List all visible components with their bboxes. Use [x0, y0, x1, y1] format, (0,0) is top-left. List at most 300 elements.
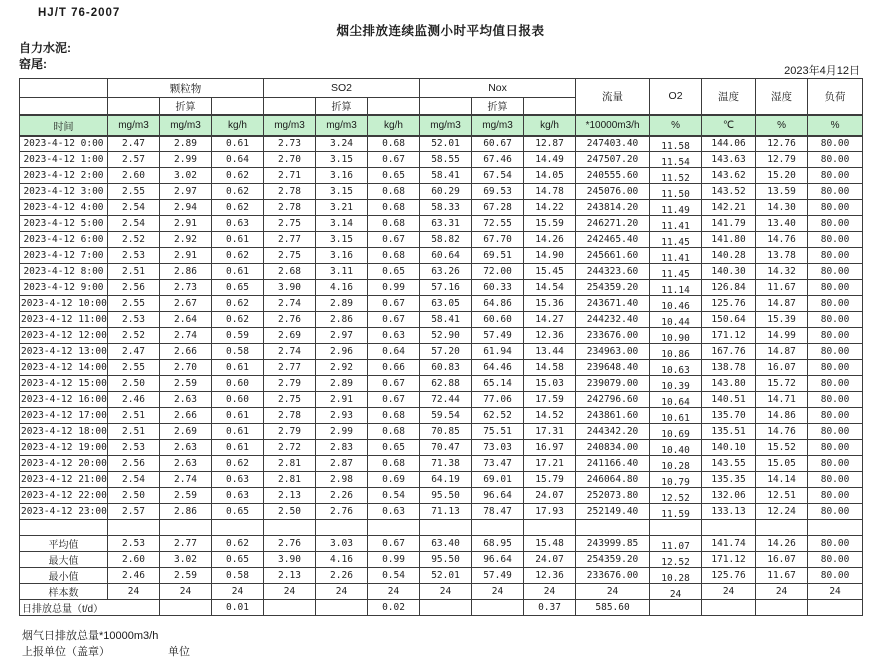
report-table: [19, 78, 863, 616]
value-cell: 2.26: [316, 568, 368, 584]
data-row: [20, 264, 863, 280]
value-cell: 2.60: [108, 168, 160, 184]
value-cell: 14.30: [756, 200, 808, 216]
sub-header-blank: [108, 98, 160, 115]
value-cell: 12.24: [756, 504, 808, 520]
time-cell: 2023-4-12 5:00: [20, 216, 108, 232]
value-cell: 2.51: [108, 408, 160, 424]
value-cell: 96.64: [472, 488, 524, 504]
unit-cell: kg/h: [368, 115, 420, 136]
value-cell: 24: [420, 584, 472, 600]
value-cell: 0.63: [212, 472, 264, 488]
value-cell: 68.95: [472, 536, 524, 552]
value-cell: 2.74: [264, 344, 316, 360]
value-cell: 2.93: [316, 408, 368, 424]
value-cell: 2.51: [108, 264, 160, 280]
value-cell: 80.00: [808, 312, 863, 328]
value-cell: 80.00: [808, 504, 863, 520]
data-row: [20, 168, 863, 184]
value-cell: 14.05: [524, 168, 576, 184]
value-cell: 2.60: [108, 552, 160, 568]
value-cell: 60.64: [420, 248, 472, 264]
group-header-nox: Nox: [420, 79, 576, 98]
value-cell: 132.06: [702, 488, 756, 504]
value-cell: 13.59: [756, 184, 808, 200]
value-cell: 14.26: [756, 536, 808, 552]
value-cell: 167.76: [702, 344, 756, 360]
value-cell: 52.01: [420, 136, 472, 152]
value-cell: 234963.00: [576, 344, 650, 360]
value-cell: 2.86: [160, 504, 212, 520]
value-cell: 233676.00: [576, 568, 650, 584]
value-cell: [576, 520, 650, 536]
value-cell: 15.39: [756, 312, 808, 328]
company-label: 自力水泥:: [19, 41, 71, 55]
data-row: [20, 232, 863, 248]
value-cell: 14.54: [524, 280, 576, 296]
value-cell: 2.64: [160, 312, 212, 328]
value-cell: 12.36: [524, 328, 576, 344]
data-row: [20, 152, 863, 168]
value-cell: 12.36: [524, 568, 576, 584]
value-cell: 0.68: [368, 424, 420, 440]
value-cell: 3.15: [316, 152, 368, 168]
value-cell: 63.40: [420, 536, 472, 552]
value-cell: [160, 600, 212, 616]
value-cell: 0.68: [368, 184, 420, 200]
value-cell: 2.63: [160, 440, 212, 456]
value-cell: 80.00: [808, 424, 863, 440]
summary-label-cell: 样本数: [20, 584, 108, 600]
value-cell: 10.61: [650, 408, 702, 424]
value-cell: 80.00: [808, 200, 863, 216]
unit-label: 单位: [168, 646, 190, 658]
value-cell: 11.52: [650, 168, 702, 184]
value-cell: 144.06: [702, 136, 756, 152]
value-cell: 0.65: [368, 264, 420, 280]
value-cell: 72.00: [472, 264, 524, 280]
value-cell: 2.75: [264, 248, 316, 264]
value-cell: 69.53: [472, 184, 524, 200]
value-cell: 0.62: [212, 456, 264, 472]
value-cell: 2.97: [316, 328, 368, 344]
value-cell: 171.12: [702, 552, 756, 568]
value-cell: 2.99: [316, 424, 368, 440]
value-cell: 73.47: [472, 456, 524, 472]
time-cell: 2023-4-12 20:00: [20, 456, 108, 472]
value-cell: 2.55: [108, 184, 160, 200]
data-row: [20, 360, 863, 376]
value-cell: 57.20: [420, 344, 472, 360]
value-cell: 80.00: [808, 328, 863, 344]
value-cell: 143.52: [702, 184, 756, 200]
value-cell: 13.40: [756, 216, 808, 232]
value-cell: 2.83: [316, 440, 368, 456]
value-cell: 2.53: [108, 312, 160, 328]
summary-row: [20, 584, 863, 600]
data-row: [20, 216, 863, 232]
value-cell: 15.79: [524, 472, 576, 488]
value-cell: 2.66: [160, 408, 212, 424]
value-cell: 0.99: [368, 280, 420, 296]
value-cell: 135.51: [702, 424, 756, 440]
data-row: [20, 472, 863, 488]
value-cell: 24: [702, 584, 756, 600]
value-cell: 24: [524, 584, 576, 600]
value-cell: 67.54: [472, 168, 524, 184]
value-cell: 14.22: [524, 200, 576, 216]
value-cell: 69.51: [472, 248, 524, 264]
value-cell: 3.15: [316, 232, 368, 248]
value-cell: 2.55: [108, 296, 160, 312]
value-cell: 96.64: [472, 552, 524, 568]
time-cell: 2023-4-12 8:00: [20, 264, 108, 280]
value-cell: 240834.00: [576, 440, 650, 456]
value-cell: 24: [264, 584, 316, 600]
value-cell: 2.52: [108, 232, 160, 248]
value-cell: 2.92: [316, 360, 368, 376]
value-cell: 138.78: [702, 360, 756, 376]
value-cell: 2.76: [264, 312, 316, 328]
value-cell: 2.97: [160, 184, 212, 200]
value-cell: 3.16: [316, 168, 368, 184]
value-cell: 2.69: [160, 424, 212, 440]
value-cell: 0.67: [368, 232, 420, 248]
column-header-load: 负荷: [808, 79, 863, 115]
table-body: [20, 136, 863, 616]
value-cell: 71.38: [420, 456, 472, 472]
value-cell: 125.76: [702, 296, 756, 312]
value-cell: 247507.20: [576, 152, 650, 168]
time-cell: 2023-4-12 0:00: [20, 136, 108, 152]
value-cell: 0.54: [368, 568, 420, 584]
value-cell: 2.52: [108, 328, 160, 344]
value-cell: 141.80: [702, 232, 756, 248]
value-cell: 24: [368, 584, 420, 600]
value-cell: 0.64: [212, 152, 264, 168]
value-cell: 95.50: [420, 488, 472, 504]
value-cell: 14.32: [756, 264, 808, 280]
unit-cell: mg/m3: [108, 115, 160, 136]
value-cell: 2.76: [264, 536, 316, 552]
value-cell: 80.00: [808, 392, 863, 408]
value-cell: 15.05: [756, 456, 808, 472]
data-row: [20, 184, 863, 200]
value-cell: 0.62: [212, 184, 264, 200]
value-cell: 52.01: [420, 568, 472, 584]
value-cell: 14.76: [756, 232, 808, 248]
value-cell: 15.52: [756, 440, 808, 456]
value-cell: [756, 520, 808, 536]
value-cell: 77.06: [472, 392, 524, 408]
value-cell: 11.59: [650, 504, 702, 520]
summary-row: [20, 568, 863, 584]
value-cell: 11.67: [756, 280, 808, 296]
value-cell: 24.07: [524, 488, 576, 504]
value-cell: 65.14: [472, 376, 524, 392]
value-cell: [160, 520, 212, 536]
value-cell: 80.00: [808, 264, 863, 280]
value-cell: 0.65: [368, 168, 420, 184]
value-cell: 246064.80: [576, 472, 650, 488]
value-cell: 64.46: [472, 360, 524, 376]
value-cell: 2.79: [264, 376, 316, 392]
value-cell: 0.54: [368, 488, 420, 504]
value-cell: 10.63: [650, 360, 702, 376]
value-cell: 0.63: [212, 488, 264, 504]
value-cell: 252073.80: [576, 488, 650, 504]
value-cell: 62.88: [420, 376, 472, 392]
value-cell: 11.45: [650, 264, 702, 280]
value-cell: 2.56: [108, 456, 160, 472]
value-cell: [264, 600, 316, 616]
value-cell: 3.14: [316, 216, 368, 232]
value-cell: 0.68: [368, 248, 420, 264]
value-cell: 0.58: [212, 568, 264, 584]
value-cell: 59.54: [420, 408, 472, 424]
value-cell: 80.00: [808, 280, 863, 296]
time-cell: 2023-4-12 15:00: [20, 376, 108, 392]
value-cell: 10.39: [650, 376, 702, 392]
value-cell: 0.61: [212, 136, 264, 152]
value-cell: 71.13: [420, 504, 472, 520]
value-cell: 0.63: [212, 216, 264, 232]
sub-header-blank: [420, 98, 472, 115]
value-cell: 2.78: [264, 184, 316, 200]
value-cell: 80.00: [808, 472, 863, 488]
value-cell: 140.28: [702, 248, 756, 264]
corner-cell: [20, 98, 108, 115]
value-cell: 239079.00: [576, 376, 650, 392]
data-row: [20, 280, 863, 296]
standard-code: HJ/T 76-2007: [38, 7, 121, 19]
data-row: [20, 296, 863, 312]
value-cell: 67.46: [472, 152, 524, 168]
value-cell: 10.28: [650, 568, 702, 584]
value-cell: 80.00: [808, 136, 863, 152]
value-cell: 60.60: [472, 312, 524, 328]
value-cell: 0.61: [212, 440, 264, 456]
value-cell: 2.63: [160, 392, 212, 408]
value-cell: 2.55: [108, 360, 160, 376]
value-cell: 11.67: [756, 568, 808, 584]
value-cell: 0.62: [212, 296, 264, 312]
value-cell: 0.68: [368, 456, 420, 472]
value-cell: 2.86: [160, 264, 212, 280]
value-cell: 2.78: [264, 200, 316, 216]
value-cell: [650, 600, 702, 616]
sub-header-converted-nox: 折算: [472, 98, 524, 115]
value-cell: 2.75: [264, 392, 316, 408]
value-cell: 80.00: [808, 552, 863, 568]
value-cell: 75.51: [472, 424, 524, 440]
value-cell: 2.79: [264, 424, 316, 440]
unit-cell-flow: *10000m3/h: [576, 115, 650, 136]
value-cell: 0.60: [212, 392, 264, 408]
value-cell: 58.55: [420, 152, 472, 168]
unit-cell: mg/m3: [264, 115, 316, 136]
value-cell: 24: [316, 584, 368, 600]
value-cell: 70.47: [420, 440, 472, 456]
value-cell: 14.49: [524, 152, 576, 168]
value-cell: 240555.60: [576, 168, 650, 184]
time-cell: 2023-4-12 18:00: [20, 424, 108, 440]
value-cell: 57.16: [420, 280, 472, 296]
value-cell: 2.78: [264, 408, 316, 424]
value-cell: 135.70: [702, 408, 756, 424]
value-cell: 10.46: [650, 296, 702, 312]
value-cell: 140.30: [702, 264, 756, 280]
value-cell: 254359.20: [576, 552, 650, 568]
value-cell: 12.52: [650, 488, 702, 504]
unit-cell: mg/m3: [472, 115, 524, 136]
value-cell: [650, 520, 702, 536]
flue-total-label: 烟气日排放总量*10000m3/h: [22, 630, 159, 642]
value-cell: [212, 520, 264, 536]
value-cell: 141.79: [702, 216, 756, 232]
value-cell: 24: [756, 584, 808, 600]
value-cell: 11.41: [650, 248, 702, 264]
value-cell: 2.77: [160, 536, 212, 552]
value-cell: 0.63: [368, 504, 420, 520]
value-cell: 14.78: [524, 184, 576, 200]
report-unit-label: 上报单位（盖章）: [22, 646, 110, 658]
sub-header-blank: [212, 98, 264, 115]
value-cell: 24: [108, 584, 160, 600]
data-row: [20, 200, 863, 216]
value-cell: 2.87: [316, 456, 368, 472]
value-cell: 2.47: [108, 136, 160, 152]
value-cell: 2.77: [264, 360, 316, 376]
value-cell: 2.13: [264, 568, 316, 584]
unit-cell-temperature: ℃: [702, 115, 756, 136]
value-cell: 80.00: [808, 184, 863, 200]
value-cell: 0.61: [212, 424, 264, 440]
data-row: [20, 504, 863, 520]
value-cell: 247403.40: [576, 136, 650, 152]
value-cell: 3.16: [316, 248, 368, 264]
value-cell: 2.68: [264, 264, 316, 280]
value-cell: 3.02: [160, 168, 212, 184]
value-cell: 2.72: [264, 440, 316, 456]
value-cell: [808, 600, 863, 616]
value-cell: 243814.20: [576, 200, 650, 216]
time-cell: 2023-4-12 10:00: [20, 296, 108, 312]
value-cell: 585.60: [576, 600, 650, 616]
data-row: [20, 248, 863, 264]
time-cell: 2023-4-12 16:00: [20, 392, 108, 408]
value-cell: 2.53: [108, 248, 160, 264]
value-cell: 2.59: [160, 376, 212, 392]
summary-label-cell: 平均值: [20, 536, 108, 552]
value-cell: 0.67: [368, 536, 420, 552]
value-cell: 141.74: [702, 536, 756, 552]
value-cell: [756, 600, 808, 616]
data-row: [20, 376, 863, 392]
value-cell: 80.00: [808, 536, 863, 552]
value-cell: 126.84: [702, 280, 756, 296]
value-cell: 0.61: [212, 360, 264, 376]
data-row: [20, 328, 863, 344]
value-cell: 133.13: [702, 504, 756, 520]
unit-cell: kg/h: [212, 115, 264, 136]
corner-cell: [20, 79, 108, 98]
value-cell: [702, 600, 756, 616]
time-cell: 2023-4-12 22:00: [20, 488, 108, 504]
value-cell: 0.01: [212, 600, 264, 616]
summary-label-cell: 日排放总量（t/d）: [20, 600, 160, 616]
value-cell: 14.99: [756, 328, 808, 344]
value-cell: 2.50: [264, 504, 316, 520]
value-cell: 10.28: [650, 456, 702, 472]
value-cell: 0.37: [524, 600, 576, 616]
value-cell: 2.91: [160, 248, 212, 264]
time-cell: 2023-4-12 21:00: [20, 472, 108, 488]
value-cell: 12.76: [756, 136, 808, 152]
value-cell: 2.75: [264, 216, 316, 232]
value-cell: 11.49: [650, 200, 702, 216]
value-cell: 2.46: [108, 568, 160, 584]
value-cell: 80.00: [808, 488, 863, 504]
group-header-so2: SO2: [264, 79, 420, 98]
value-cell: 0.58: [212, 344, 264, 360]
value-cell: 80.00: [808, 440, 863, 456]
unit-cell-load: %: [808, 115, 863, 136]
value-cell: 0.62: [212, 312, 264, 328]
value-cell: 4.16: [316, 552, 368, 568]
value-cell: 2.76: [316, 504, 368, 520]
value-cell: 2.59: [160, 568, 212, 584]
value-cell: 3.90: [264, 280, 316, 296]
value-cell: 2.59: [160, 488, 212, 504]
value-cell: 233676.00: [576, 328, 650, 344]
value-cell: 2.70: [264, 152, 316, 168]
value-cell: 243999.85: [576, 536, 650, 552]
time-cell: 2023-4-12 1:00: [20, 152, 108, 168]
value-cell: 243861.60: [576, 408, 650, 424]
sub-header-converted-so2: 折算: [316, 98, 368, 115]
column-header-flow: 流量: [576, 79, 650, 115]
value-cell: 15.59: [524, 216, 576, 232]
time-column-header: 时间: [20, 115, 108, 136]
table-header: [20, 79, 863, 136]
value-cell: 239648.40: [576, 360, 650, 376]
value-cell: 3.11: [316, 264, 368, 280]
value-cell: 0.62: [212, 248, 264, 264]
value-cell: 11.50: [650, 184, 702, 200]
value-cell: 14.71: [756, 392, 808, 408]
value-cell: 0.64: [368, 344, 420, 360]
value-cell: 2.56: [108, 280, 160, 296]
daily-total-row: [20, 600, 863, 616]
value-cell: 64.19: [420, 472, 472, 488]
value-cell: 2.77: [264, 232, 316, 248]
value-cell: [524, 520, 576, 536]
value-cell: 58.41: [420, 312, 472, 328]
value-cell: 0.63: [368, 328, 420, 344]
value-cell: 80.00: [808, 360, 863, 376]
group-header-pm: 颗粒物: [108, 79, 264, 98]
value-cell: 58.33: [420, 200, 472, 216]
value-cell: 2.99: [160, 152, 212, 168]
value-cell: 3.03: [316, 536, 368, 552]
value-cell: 2.89: [160, 136, 212, 152]
sub-header-blank: [368, 98, 420, 115]
unit-cell: mg/m3: [316, 115, 368, 136]
value-cell: 10.44: [650, 312, 702, 328]
value-cell: 10.86: [650, 344, 702, 360]
time-cell: [20, 520, 108, 536]
